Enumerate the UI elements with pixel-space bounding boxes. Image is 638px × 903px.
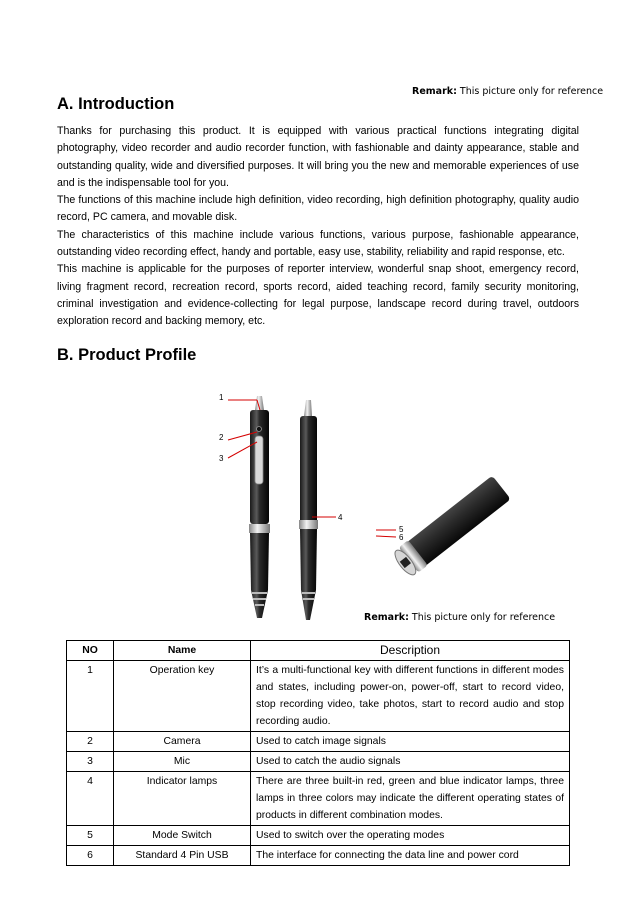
product-figure <box>200 380 620 630</box>
header-description: Description <box>251 641 570 661</box>
remark-text: This picture only for reference <box>459 86 604 97</box>
intro-paragraph: The functions of this machine include high definition, video recording, high definition photography, quality audio record, PC camera, and movable disk. <box>57 194 579 224</box>
callout-label: 3 <box>219 454 224 463</box>
table-row <box>67 661 570 732</box>
cell-description: Used to switch over the operating modes <box>251 826 570 846</box>
cell-name: Camera <box>114 732 251 752</box>
table-row <box>67 732 570 752</box>
header-name: Name <box>114 641 251 661</box>
introduction-heading: A. Introduction <box>57 95 175 113</box>
remark-bottom <box>364 612 555 623</box>
intro-paragraph: This machine is applicable for the purposes of reporter interview, wonderful snap shoot, emergency record, living fragment record, recreation record, sports record, aided teaching record, family security monitoring, criminal investigation and evidence-collecting for legal purpose, landscape record during travel, outdoors exploration record and backing memory, etc. <box>57 263 579 328</box>
product-parts-table <box>66 640 570 866</box>
cell-no: 4 <box>67 772 114 826</box>
remark-text: This picture only for reference <box>411 612 556 623</box>
cell-no: 1 <box>67 661 114 732</box>
pen-back-view <box>299 400 318 620</box>
cell-name: Standard 4 Pin USB <box>114 846 251 866</box>
table-row <box>67 752 570 772</box>
cell-description: Used to catch image signals <box>251 732 570 752</box>
cell-name: Mode Switch <box>114 826 251 846</box>
remark-label: Remark: <box>412 86 457 97</box>
cell-description: It’s a multi-functional key with different functions in different modes and states, including power-on, power-off, start to record video, stop recording video, take photos, start to record audio and stop recording audio. <box>251 661 570 732</box>
table-row <box>67 772 570 826</box>
cell-name: Operation key <box>114 661 251 732</box>
table-row <box>67 846 570 866</box>
cell-no: 3 <box>67 752 114 772</box>
cell-description: There are three built-in red, green and blue indicator lamps, three lamps in three colors may indicate the different operating states of products in different combination modes. <box>251 772 570 826</box>
cell-name: Mic <box>114 752 251 772</box>
cell-no: 2 <box>67 732 114 752</box>
table-row <box>67 826 570 846</box>
intro-paragraph: Thanks for purchasing this product. It is equipped with various practical functions integrating digital photography, video recorder and audio recorder function, with fashionable and dainty appearance, stable and outstanding quality, wide and diversified purposes. It will bring you the new and memorable experiences of use and is the indispensable tool for you. <box>57 125 579 189</box>
callout-label: 2 <box>219 433 224 442</box>
cell-no: 5 <box>67 826 114 846</box>
cell-description: Used to catch the audio signals <box>251 752 570 772</box>
callout-label: 4 <box>338 513 343 522</box>
remark-label: Remark: <box>364 612 409 623</box>
remark-top <box>412 86 603 97</box>
pen-usb-end-view <box>391 475 512 579</box>
header-no: NO <box>67 641 114 661</box>
table-header-row <box>67 641 570 661</box>
cell-no: 6 <box>67 846 114 866</box>
intro-paragraph: The characteristics of this machine include various functions, various purpose, fashionable appearance, outstanding video recording effect, handy and portable, easy use, stability, reliability and rapid response, etc. <box>57 228 579 259</box>
introduction-body <box>57 123 579 331</box>
product-profile-heading: B. Product Profile <box>57 346 197 364</box>
cell-name: Indicator lamps <box>114 772 251 826</box>
callout-label: 6 <box>399 533 404 542</box>
callout-label: 1 <box>219 393 224 402</box>
cell-description: The interface for connecting the data line and power cord <box>251 846 570 866</box>
callout-label: 5 <box>399 525 404 534</box>
pen-front-view <box>249 396 270 618</box>
